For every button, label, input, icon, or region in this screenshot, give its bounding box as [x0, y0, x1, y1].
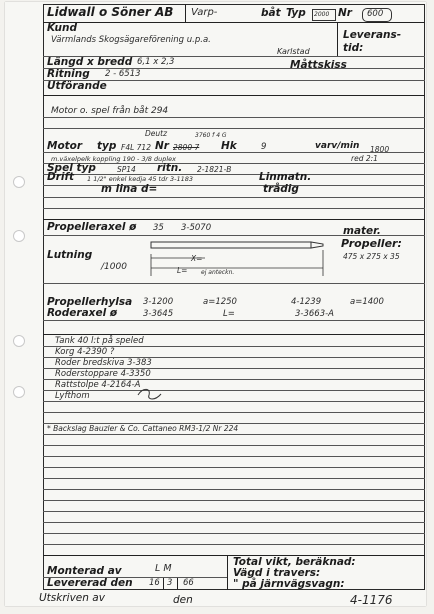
mater-label: mater. — [343, 225, 381, 237]
line — [43, 467, 425, 468]
line — [43, 320, 425, 321]
punch-hole — [13, 335, 25, 347]
delivery-label: Leverans- — [343, 29, 402, 41]
motor-nr: 2800 7 — [173, 143, 200, 152]
axle-dia: 35 — [153, 223, 164, 233]
winch-drawing: 2-1821-B — [197, 165, 232, 174]
rpm-label: varv/min — [315, 141, 360, 151]
line — [43, 208, 425, 209]
delivered-month: 3 — [167, 578, 173, 588]
sleeve-v2: 4-1239 — [291, 297, 322, 307]
line — [43, 117, 425, 118]
motor-type: F4L 712 — [121, 143, 151, 152]
scribble-mark — [135, 386, 165, 402]
weighed-label: Vägd i travers: — [233, 567, 321, 579]
motor-type-label: typ — [97, 140, 117, 152]
hk-label: Hk — [221, 140, 237, 152]
line — [43, 478, 425, 479]
motor-nr-label: Nr — [155, 140, 169, 152]
equipment-item: Korg 4-2390 ? — [55, 347, 115, 357]
punch-hole — [13, 176, 25, 188]
delivered-label: Levererad den — [47, 577, 133, 589]
punch-hole — [13, 230, 25, 242]
date-divider — [177, 578, 178, 589]
rpm-value: 1800 — [370, 145, 390, 154]
date-divider — [163, 578, 164, 589]
slope-per: /1000 — [101, 262, 127, 272]
line — [43, 489, 425, 490]
drive-value: 1 1/2" enkel kedja 45 tdr 3-1183 — [87, 175, 193, 183]
nr-value: 600 — [367, 9, 384, 19]
line — [43, 219, 425, 220]
rudder-value: 3-3645 — [143, 309, 174, 319]
delivered-year: 66 — [183, 578, 194, 588]
rail-label: " på järnvägsvagn: — [233, 578, 345, 590]
slope-label: Lutning — [47, 249, 93, 261]
equipment-item: Tank 40 l:t på speled — [55, 336, 144, 346]
equipment-item: Roder bredskiva 3-383 — [55, 358, 152, 368]
rudder-label: Roderaxel ø — [47, 307, 118, 319]
shaft-sketch — [145, 238, 335, 280]
engine-note: Motor o. spel från båt 294 — [51, 106, 169, 116]
line-feed-label: Linmatn. — [259, 171, 312, 183]
line — [43, 390, 425, 391]
l-label: L= — [177, 266, 188, 275]
line — [43, 456, 425, 457]
equipment-item: Lyfthom — [55, 391, 90, 401]
motor-label: Motor — [47, 140, 83, 152]
engine-extra: m.växelpelk koppling 190 - 3/8 duplex — [51, 155, 176, 163]
length-width-label: Längd x bredd — [47, 56, 133, 68]
drawing-label: Ritning — [47, 68, 90, 80]
written-label: Utskriven av — [39, 592, 105, 604]
line — [43, 283, 425, 284]
total-weight-label: Total vikt, beräknad: — [233, 556, 356, 568]
axle-label: Propelleraxel ø — [47, 221, 137, 233]
line — [43, 68, 425, 69]
remark: * Backslag Bauzler & Co. Cattaneo RM3-1/2 Nr 224 — [47, 424, 239, 433]
line — [43, 412, 425, 413]
equipment-item: Rattstolpe 4-2164-A — [55, 380, 141, 390]
line — [43, 434, 425, 435]
reduction: red 2:1 — [351, 154, 378, 163]
line — [43, 522, 425, 523]
written-den-label: den — [173, 594, 193, 606]
line — [43, 235, 425, 236]
line — [43, 533, 425, 534]
sleeve-value: 3-1200 — [143, 297, 174, 307]
axle-drawing: 3-5070 — [181, 223, 212, 233]
nr-label: Nr — [338, 7, 352, 19]
delivered-day: 16 — [149, 578, 160, 588]
line — [43, 511, 425, 512]
punch-hole — [13, 386, 25, 398]
form-sheet — [5, 2, 426, 606]
mattskiss-label: Måttskiss — [290, 59, 347, 71]
line — [43, 334, 425, 335]
line — [43, 544, 425, 545]
winch-drawing-label: ritn. — [157, 162, 183, 174]
hk-value: 9 — [261, 142, 267, 152]
trad-label: trådig — [263, 183, 299, 195]
sleeve-a2: a=1400 — [350, 297, 384, 307]
line-dia-label: m lina d= — [101, 183, 158, 195]
divider — [227, 555, 228, 590]
boat-label: båt — [261, 7, 281, 19]
divider — [185, 4, 186, 22]
propellers-value: 475 x 275 x 35 — [343, 252, 400, 261]
propellers-label: Propeller: — [341, 237, 402, 250]
mounted-value: L M — [155, 563, 172, 574]
length-width-value: 6,1 x 2,3 — [137, 57, 175, 67]
line — [43, 500, 425, 501]
customer-place: Karlstad — [277, 47, 310, 56]
drawing-value: 2 - 6513 — [105, 69, 141, 79]
engine-brand: Deutz — [145, 129, 168, 138]
rudder-drawing: 3-3663-A — [295, 309, 334, 319]
line — [43, 445, 425, 446]
line — [43, 152, 425, 153]
line — [43, 197, 425, 198]
customer-value: Värmlands Skogsägareförening u.p.a. — [51, 35, 211, 45]
rudder-l: L= — [223, 309, 235, 319]
line — [43, 401, 425, 402]
mounted-label: Monterad av — [47, 565, 122, 577]
engine-brand-number: 3760 f 4 G — [195, 132, 227, 139]
drive-label: Drift — [47, 171, 75, 183]
line — [43, 95, 425, 96]
divider — [337, 22, 338, 56]
sleeve-a1: a=1250 — [203, 297, 237, 307]
winch-label: Spel typ — [47, 162, 96, 174]
line — [43, 163, 425, 164]
document-number: 4-1176 — [350, 593, 393, 607]
sleeve-label: Propellerhylsa — [47, 296, 133, 308]
winch-type: SP14 — [117, 165, 136, 174]
design-label: Utförande — [47, 80, 107, 92]
line — [43, 128, 425, 129]
company-name: Lidwall o Söner AB — [47, 5, 174, 19]
line — [43, 22, 425, 23]
type-label: Typ — [286, 7, 306, 19]
l-note: ej anteckn. — [201, 269, 235, 276]
boat-type: Varp- — [191, 7, 218, 18]
line — [43, 423, 425, 424]
type-value: 2000 — [314, 11, 330, 18]
equipment-item: Roderstoppare 4-3350 — [55, 369, 151, 379]
customer-label: Kund — [47, 22, 78, 34]
delivery-label-2: tid: — [343, 42, 364, 54]
x-label: X= — [191, 254, 203, 263]
